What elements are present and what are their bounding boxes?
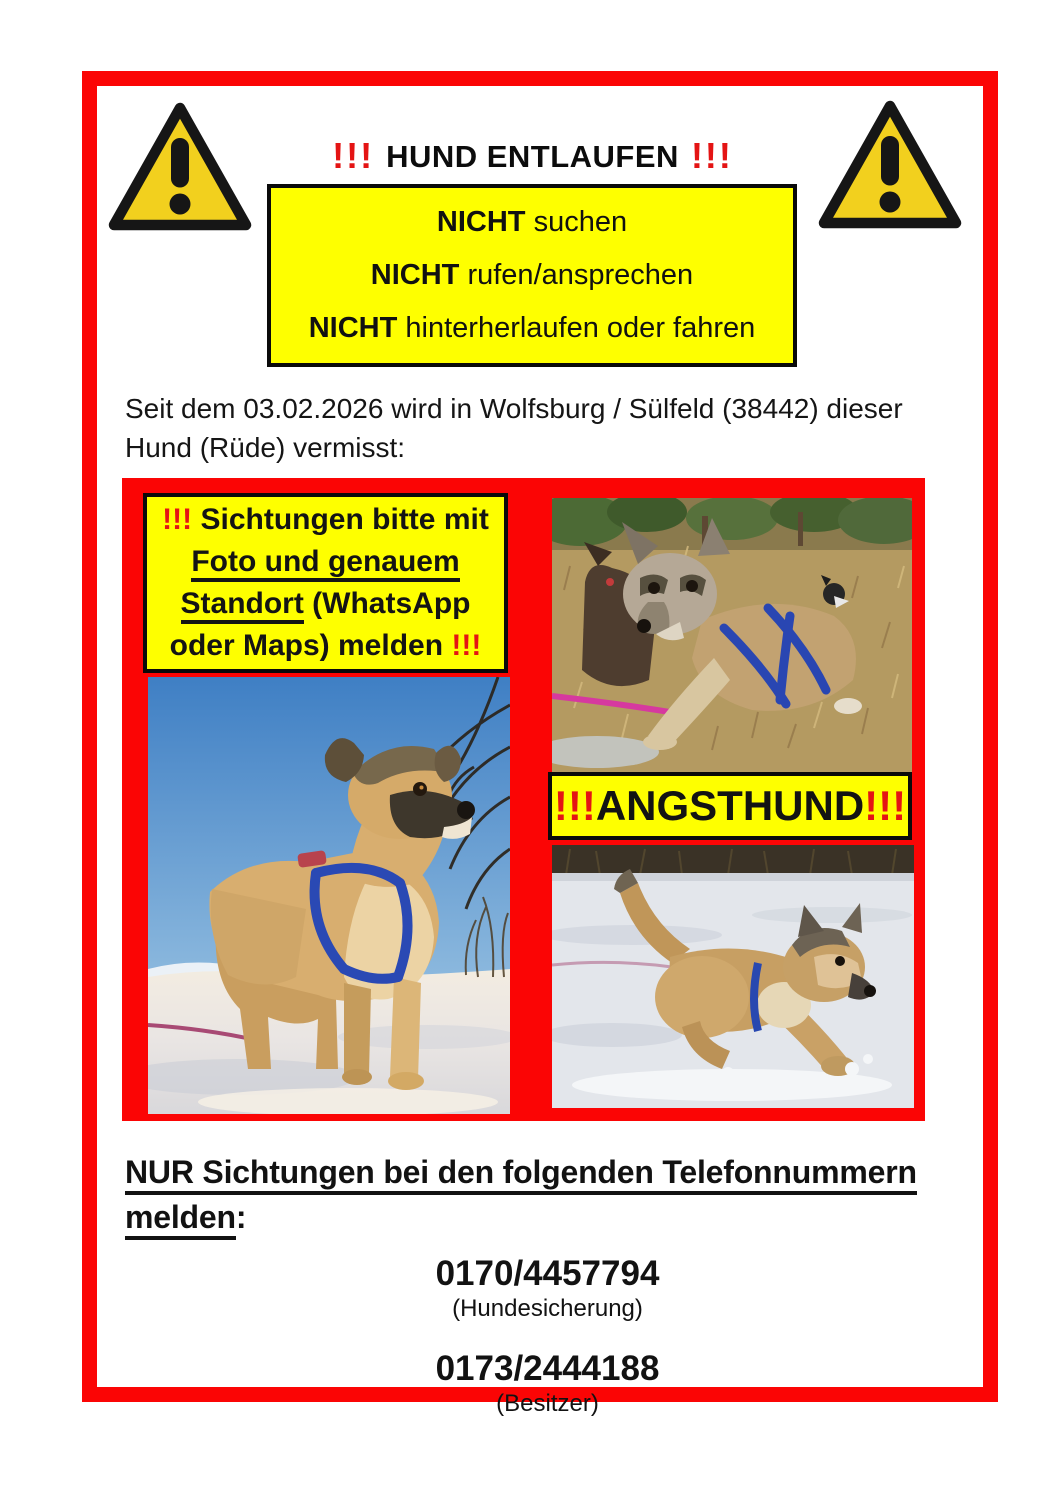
report-section <box>125 1150 970 1418</box>
intro-line-2: Hund (Rüde) vermisst: <box>125 432 406 463</box>
angsthund-text: ANGSTHUND <box>595 782 865 829</box>
nicht-bold: NICHT <box>436 206 526 238</box>
angsthund-banner <box>548 772 912 840</box>
report-heading-underlined: melden <box>125 1199 236 1240</box>
sightings-instruction-box <box>143 493 508 673</box>
phone-label-2: (Besitzer) <box>496 1390 599 1417</box>
exclamation: !!! <box>451 629 482 662</box>
sightings-text: (WhatsApp <box>303 587 471 620</box>
report-heading-line-2 <box>125 1195 970 1240</box>
exclamation: !!! <box>864 782 907 829</box>
nicht-rest: suchen <box>525 206 628 238</box>
sightings-line-3 <box>147 583 504 625</box>
photo-collage <box>122 478 925 1121</box>
nicht-line-3 <box>309 312 756 345</box>
poster-title <box>215 134 850 176</box>
exclamation: !!! <box>553 782 596 829</box>
nicht-line-1 <box>437 206 627 239</box>
title-text: HUND ENTLAUFEN <box>386 139 679 174</box>
sightings-underlined-text: Foto und genauem <box>191 545 459 582</box>
title-exclamation-right: !!! <box>690 135 733 176</box>
intro-line-1: Seit dem 03.02.2026 wird in Wolfsburg / Sülfeld (38442) dieser <box>125 393 903 424</box>
nicht-rest: hinterherlaufen oder fahren <box>397 312 756 344</box>
sightings-line-1 <box>147 499 504 541</box>
dog-photo-running-illustration <box>552 845 914 1108</box>
intro-text <box>125 389 970 467</box>
title-exclamation-left: !!! <box>332 135 375 176</box>
dog-photo-running-snow <box>552 845 914 1113</box>
nicht-warning-box <box>267 184 797 367</box>
exclamation: !!! <box>162 503 193 536</box>
nicht-bold: NICHT <box>370 259 460 291</box>
nicht-line-2 <box>371 259 693 292</box>
phone-number-2: 0173/2444188 <box>435 1349 660 1388</box>
nicht-bold: NICHT <box>308 312 398 344</box>
nicht-rest: rufen/ansprechen <box>459 259 694 291</box>
report-heading-line-1 <box>125 1150 970 1195</box>
dog-photo-standing-snow <box>148 677 510 1119</box>
phone-number-1: 0170/4457794 <box>435 1254 660 1293</box>
dog-photo-field <box>552 498 912 777</box>
sightings-line-4 <box>147 625 504 667</box>
dog-photo-field-illustration <box>552 498 912 772</box>
report-heading-underlined: NUR Sichtungen bei den folgenden Telefonnummern <box>125 1154 917 1195</box>
sightings-text: oder Maps) melden <box>169 629 452 662</box>
sightings-text: Sichtungen bitte mit <box>192 503 489 536</box>
report-heading-colon: : <box>235 1199 247 1235</box>
phone-label-1: (Hundesicherung) <box>452 1295 643 1322</box>
sightings-underlined-text: Standort <box>181 587 304 624</box>
dog-photo-standing-illustration <box>148 677 510 1114</box>
sightings-line-2 <box>147 541 504 583</box>
